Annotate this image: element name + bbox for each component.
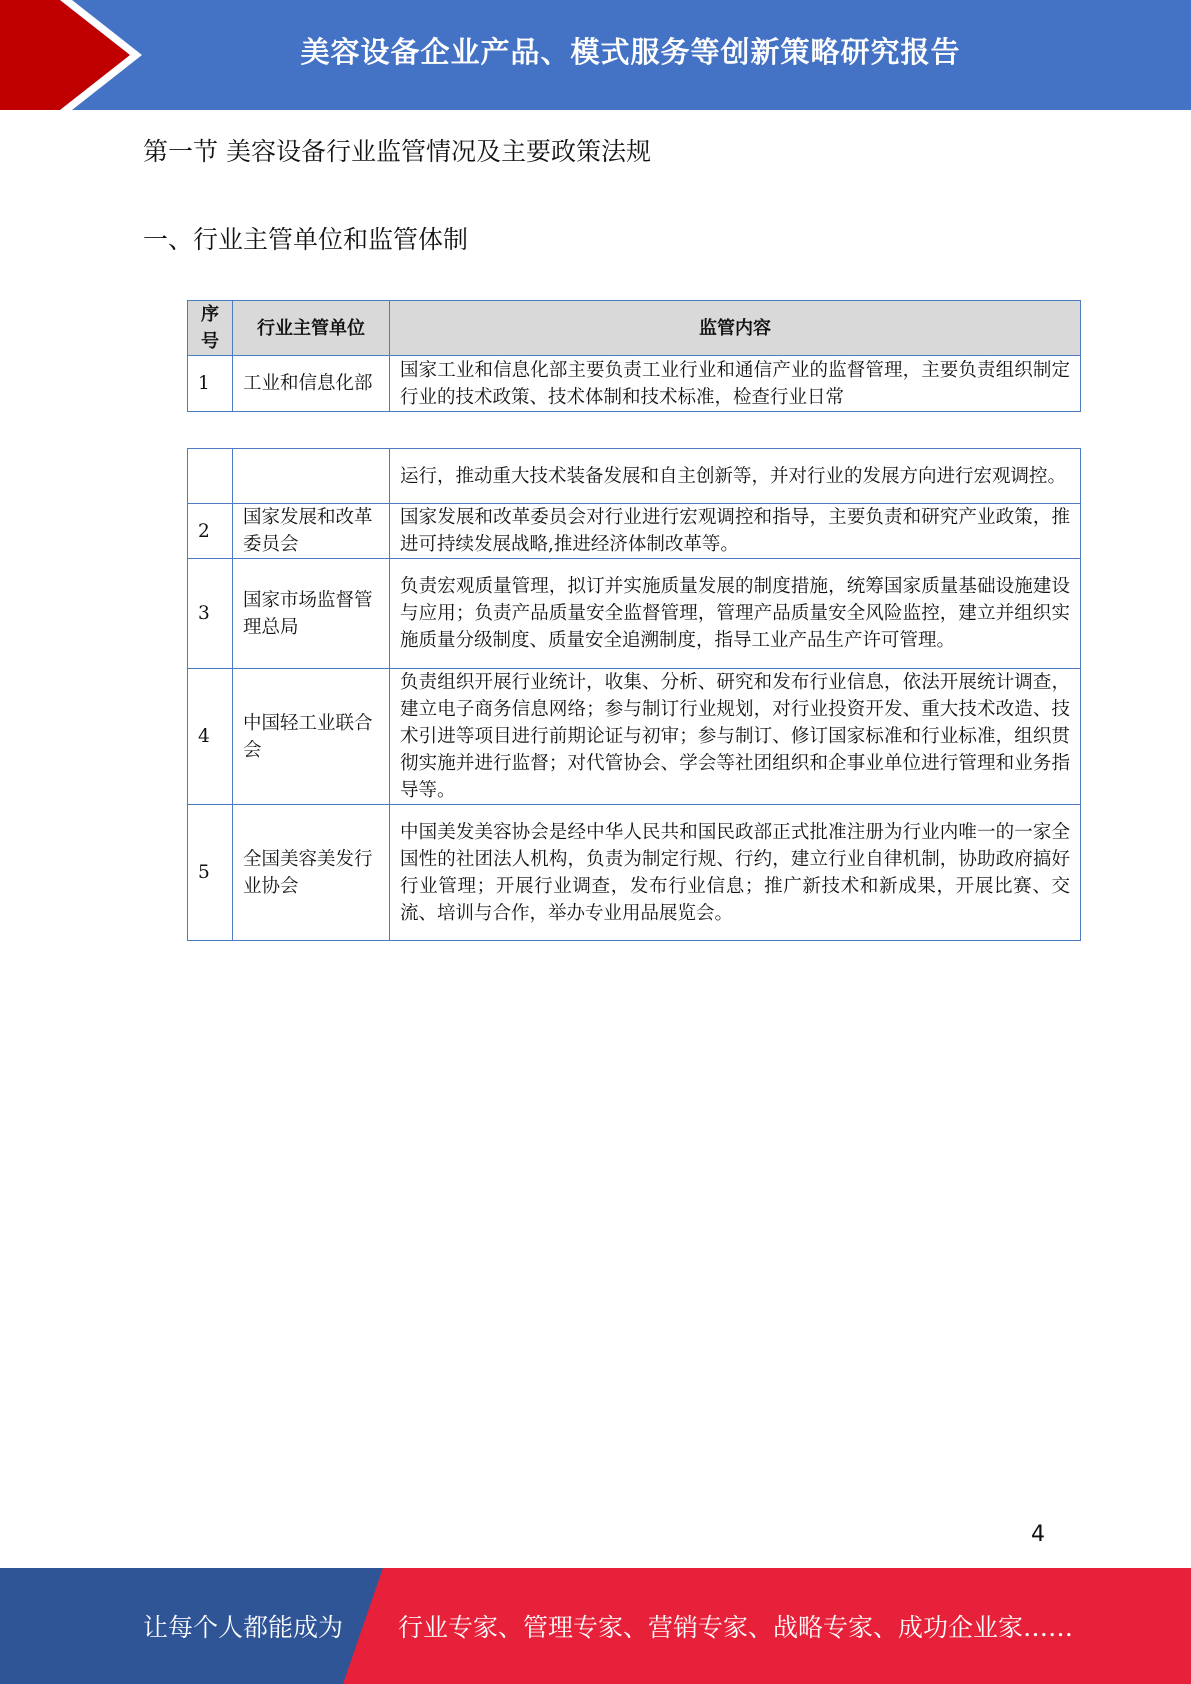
- row-no: 3: [188, 559, 233, 669]
- row-content: 中国美发美容协会是经中华人民共和国民政部正式批准注册为行业内唯一的一家全国性的社团法人机构，负责为制定行规、行约，建立行业自律机制，协助政府搞好行业管理；开展行业调查，发布行业信息；推广新技术和新成果，开展比赛、交流、培训与合作，举办专业用品展览会。: [390, 805, 1081, 941]
- table-row: [188, 669, 1081, 805]
- report-title: 美容设备企业产品、模式服务等创新策略研究报告: [300, 34, 961, 69]
- footer-banner: [0, 1568, 1191, 1684]
- row-no: 4: [188, 669, 233, 805]
- row-no: [188, 449, 233, 504]
- row-unit: [233, 449, 390, 504]
- table-header-row: [188, 301, 1081, 356]
- row-no: 5: [188, 805, 233, 941]
- row-unit: 国家发展和改革委员会: [233, 504, 390, 559]
- table-row: [188, 356, 1081, 412]
- header-chevron-flag: [0, 0, 160, 110]
- row-no: 1: [188, 356, 233, 412]
- header-no: 序号: [188, 301, 233, 356]
- row-unit: 工业和信息化部: [233, 356, 390, 412]
- row-unit: 国家市场监督管理总局: [233, 559, 390, 669]
- table-row: [188, 805, 1081, 941]
- table-row: [188, 504, 1081, 559]
- row-content: 负责组织开展行业统计，收集、分析、研究和发布行业信息，依法开展统计调查，建立电子商务信息网络；参与制订行业规划，对行业投资开发、重大技术改造、技术引进等项目进行前期论证与初审；参与制订、修订国家标准和行业标准，组织贯彻实施并进行监督；对代管协会、学会等社团组织和企事业单位进行管理和业务指导等。: [390, 669, 1081, 805]
- row-unit: 中国轻工业联合会: [233, 669, 390, 805]
- row-content: 运行，推动重大技术装备发展和自主创新等，并对行业的发展方向进行宏观调控。: [390, 449, 1081, 504]
- table-row: [188, 559, 1081, 669]
- section-title: 第一节 美容设备行业监管情况及主要政策法规: [143, 137, 651, 166]
- header-banner: [0, 0, 1191, 110]
- row-no: 2: [188, 504, 233, 559]
- footer-slogan-left: 让每个人都能成为: [143, 1613, 344, 1642]
- regulator-table-part-1: [187, 300, 1081, 412]
- page-number: 4: [1031, 1522, 1045, 1547]
- header-unit: 行业主管单位: [233, 301, 390, 356]
- sub-title: 一、行业主管单位和监管体制: [143, 225, 469, 254]
- footer-slogan-right: 行业专家、管理专家、营销专家、战略专家、成功企业家……: [398, 1613, 1074, 1642]
- regulator-table-part-2: [187, 448, 1081, 941]
- table-row: [188, 449, 1081, 504]
- header-content: 监管内容: [390, 301, 1081, 356]
- row-unit: 全国美容美发行业协会: [233, 805, 390, 941]
- row-content: 负责宏观质量管理，拟订并实施质量发展的制度措施，统筹国家质量基础设施建设与应用；负责产品质量安全监督管理，管理产品质量安全风险监控，建立并组织实施质量分级制度、质量安全追溯制度，指导工业产品生产许可管理。: [390, 559, 1081, 669]
- row-content: 国家发展和改革委员会对行业进行宏观调控和指导，主要负责和研究产业政策，推进可持续发展战略,推进经济体制改革等。: [390, 504, 1081, 559]
- row-content: 国家工业和信息化部主要负责工业行业和通信产业的监督管理，主要负责组织制定行业的技术政策、技术体制和技术标准，检查行业日常: [390, 356, 1081, 412]
